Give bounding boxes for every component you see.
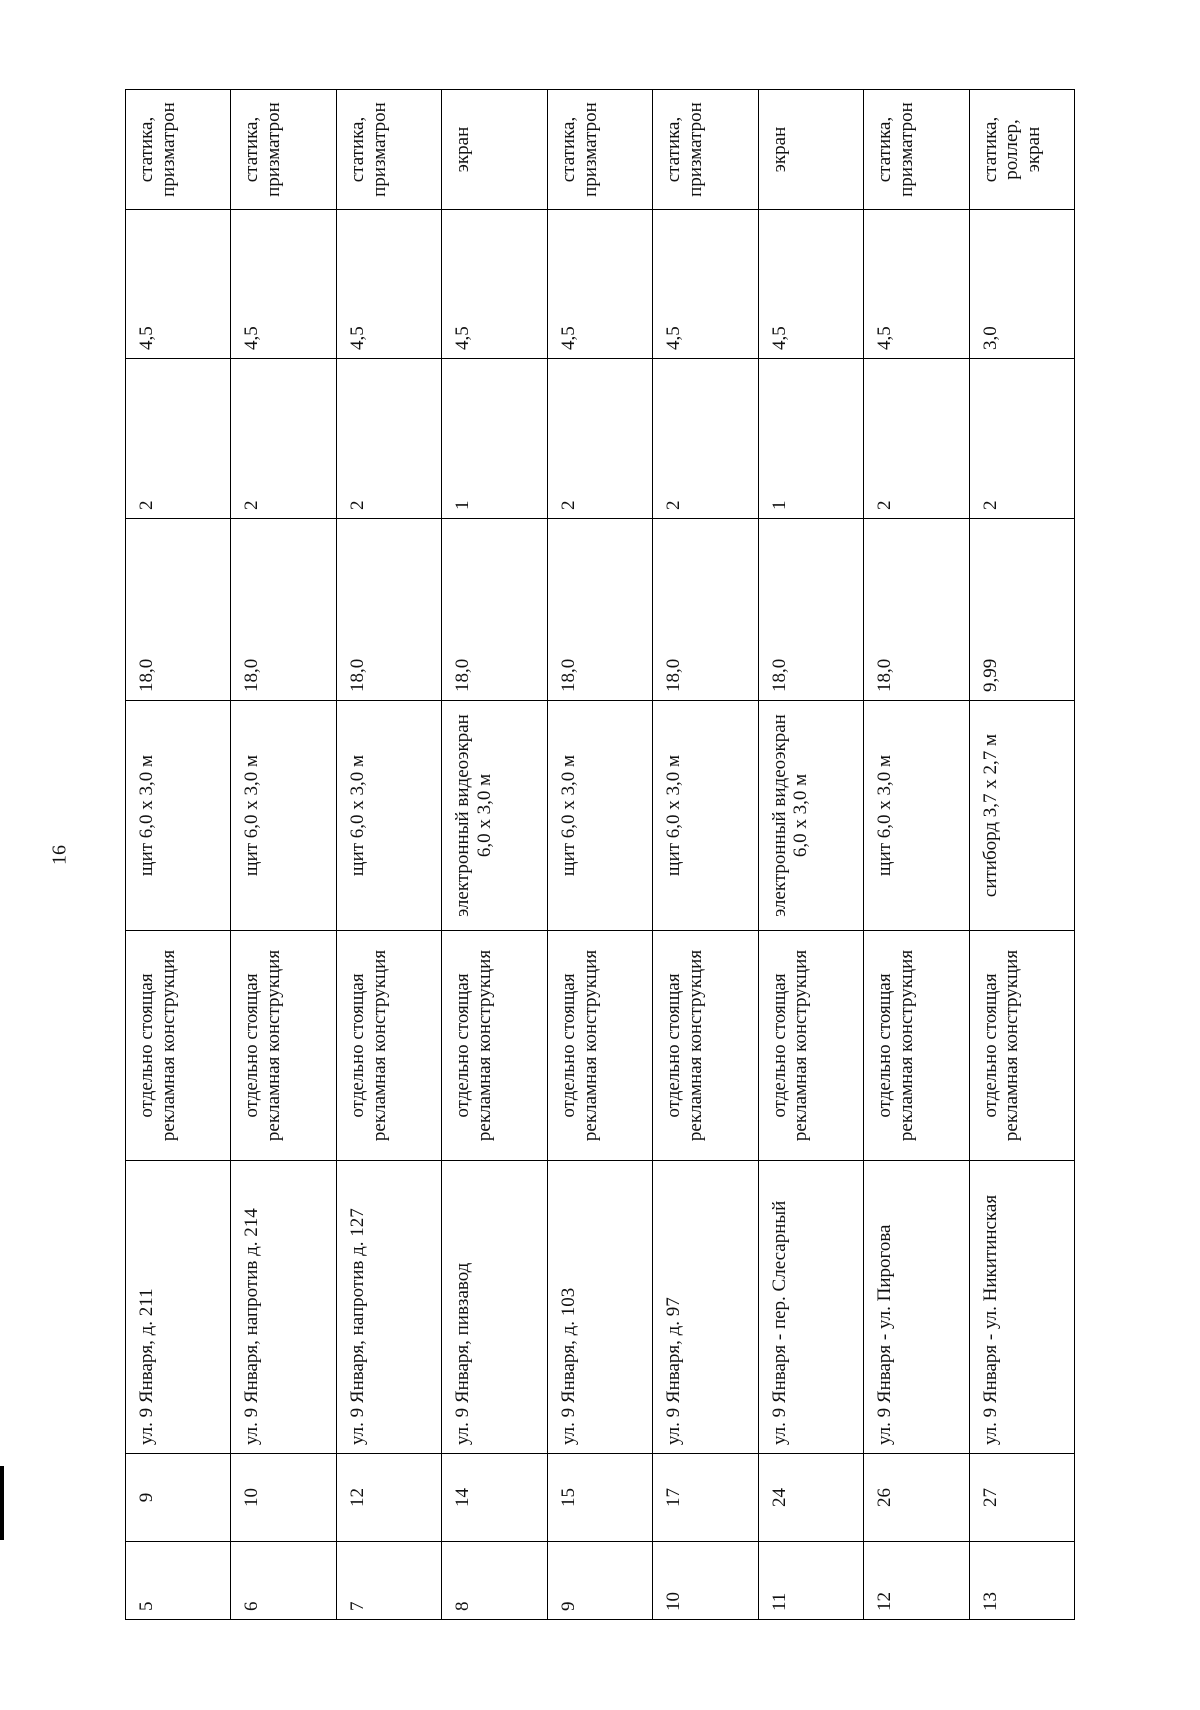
cell-structure-type: отдельно стоящая рекламная конструкция [231, 931, 336, 1161]
cell-row-number: 7 [336, 1542, 441, 1620]
table-row [864, 90, 969, 1620]
cell-address: ул. 9 Января, напротив д. 127 [336, 1161, 441, 1454]
cell-area: 9,99 [969, 519, 1075, 701]
table-row [126, 90, 231, 1620]
table-row [231, 90, 336, 1620]
cell-place-number: 27 [969, 1454, 1075, 1542]
table-row [442, 90, 547, 1620]
cell-row-number: 12 [864, 1542, 969, 1620]
cell-row-number: 10 [653, 1542, 758, 1620]
cell-structure-type: отдельно стоящая рекламная конструкция [442, 931, 547, 1161]
table-row [653, 90, 758, 1620]
table-row [758, 90, 863, 1620]
cell-place-number: 17 [653, 1454, 758, 1542]
table-container [125, 90, 1075, 1620]
cell-sides: 2 [126, 359, 231, 519]
cell-structure-kind: ситиборд 3,7 х 2,7 м [969, 701, 1075, 931]
cell-place-number: 9 [126, 1454, 231, 1542]
cell-area: 18,0 [442, 519, 547, 701]
cell-area: 18,0 [758, 519, 863, 701]
cell-address: ул. 9 Января, напротив д. 214 [231, 1161, 336, 1454]
cell-height: 4,5 [653, 210, 758, 359]
cell-sides: 2 [547, 359, 652, 519]
cell-structure-kind: щит 6,0 х 3,0 м [864, 701, 969, 931]
cell-area: 18,0 [336, 519, 441, 701]
cell-structure-kind: щит 6,0 х 3,0 м [126, 701, 231, 931]
cell-area: 18,0 [547, 519, 652, 701]
cell-address: ул. 9 Января, д. 211 [126, 1161, 231, 1454]
cell-technology: статика, роллер, экран [969, 90, 1075, 210]
cell-row-number: 9 [547, 1542, 652, 1620]
cell-height: 4,5 [126, 210, 231, 359]
cell-height: 4,5 [442, 210, 547, 359]
cell-sides: 2 [231, 359, 336, 519]
cell-place-number: 14 [442, 1454, 547, 1542]
cell-sides: 2 [969, 359, 1075, 519]
cell-sides: 1 [758, 359, 863, 519]
cell-structure-kind: электронный видеоэкран 6,0 х 3,0 м [758, 701, 863, 931]
cell-address: ул. 9 Января - ул. Пирогова [864, 1161, 969, 1454]
cell-area: 18,0 [126, 519, 231, 701]
cell-height: 3,0 [969, 210, 1075, 359]
cell-place-number: 12 [336, 1454, 441, 1542]
cell-place-number: 24 [758, 1454, 863, 1542]
cell-structure-kind: щит 6,0 х 3,0 м [547, 701, 652, 931]
cell-height: 4,5 [864, 210, 969, 359]
cell-place-number: 10 [231, 1454, 336, 1542]
cell-technology: экран [758, 90, 863, 210]
cell-structure-type: отдельно стоящая рекламная конструкция [126, 931, 231, 1161]
cell-structure-kind: электронный видеоэкран 6,0 х 3,0 м [442, 701, 547, 931]
cell-structure-type: отдельно стоящая рекламная конструкция [547, 931, 652, 1161]
table-row [336, 90, 441, 1620]
cell-technology: экран [442, 90, 547, 210]
cell-height: 4,5 [336, 210, 441, 359]
cell-row-number: 5 [126, 1542, 231, 1620]
cell-technology: статика, призматрон [126, 90, 231, 210]
cell-technology: статика, призматрон [231, 90, 336, 210]
cell-structure-type: отдельно стоящая рекламная конструкция [653, 931, 758, 1161]
cell-place-number: 15 [547, 1454, 652, 1542]
cell-place-number: 26 [864, 1454, 969, 1542]
cell-technology: статика, призматрон [547, 90, 652, 210]
cell-address: ул. 9 Января - пер. Слесарный [758, 1161, 863, 1454]
table-row [547, 90, 652, 1620]
cell-structure-type: отдельно стоящая рекламная конструкция [336, 931, 441, 1161]
cell-area: 18,0 [864, 519, 969, 701]
cell-address: ул. 9 Января, д. 97 [653, 1161, 758, 1454]
cell-area: 18,0 [653, 519, 758, 701]
cell-address: ул. 9 Января - ул. Никитинская [969, 1161, 1075, 1454]
cell-technology: статика, призматрон [864, 90, 969, 210]
cell-row-number: 6 [231, 1542, 336, 1620]
cell-address: ул. 9 Января, пивзавод [442, 1161, 547, 1454]
cell-structure-type: отдельно стоящая рекламная конструкция [864, 931, 969, 1161]
cell-structure-kind: щит 6,0 х 3,0 м [231, 701, 336, 931]
cell-row-number: 8 [442, 1542, 547, 1620]
cell-row-number: 11 [758, 1542, 863, 1620]
cell-height: 4,5 [758, 210, 863, 359]
advertising-structures-table [125, 89, 1075, 1620]
cell-height: 4,5 [231, 210, 336, 359]
page-number: 16 [48, 845, 71, 865]
cell-area: 18,0 [231, 519, 336, 701]
cell-technology: статика, призматрон [336, 90, 441, 210]
cell-sides: 2 [653, 359, 758, 519]
cell-address: ул. 9 Января, д. 103 [547, 1161, 652, 1454]
cell-structure-type: отдельно стоящая рекламная конструкция [758, 931, 863, 1161]
cell-technology: статика, призматрон [653, 90, 758, 210]
margin-mark [0, 1466, 4, 1540]
cell-structure-kind: щит 6,0 х 3,0 м [653, 701, 758, 931]
table-row [969, 90, 1075, 1620]
cell-structure-type: отдельно стоящая рекламная конструкция [969, 931, 1075, 1161]
cell-sides: 2 [336, 359, 441, 519]
cell-height: 4,5 [547, 210, 652, 359]
cell-sides: 2 [864, 359, 969, 519]
cell-sides: 1 [442, 359, 547, 519]
cell-row-number: 13 [969, 1542, 1075, 1620]
cell-structure-kind: щит 6,0 х 3,0 м [336, 701, 441, 931]
